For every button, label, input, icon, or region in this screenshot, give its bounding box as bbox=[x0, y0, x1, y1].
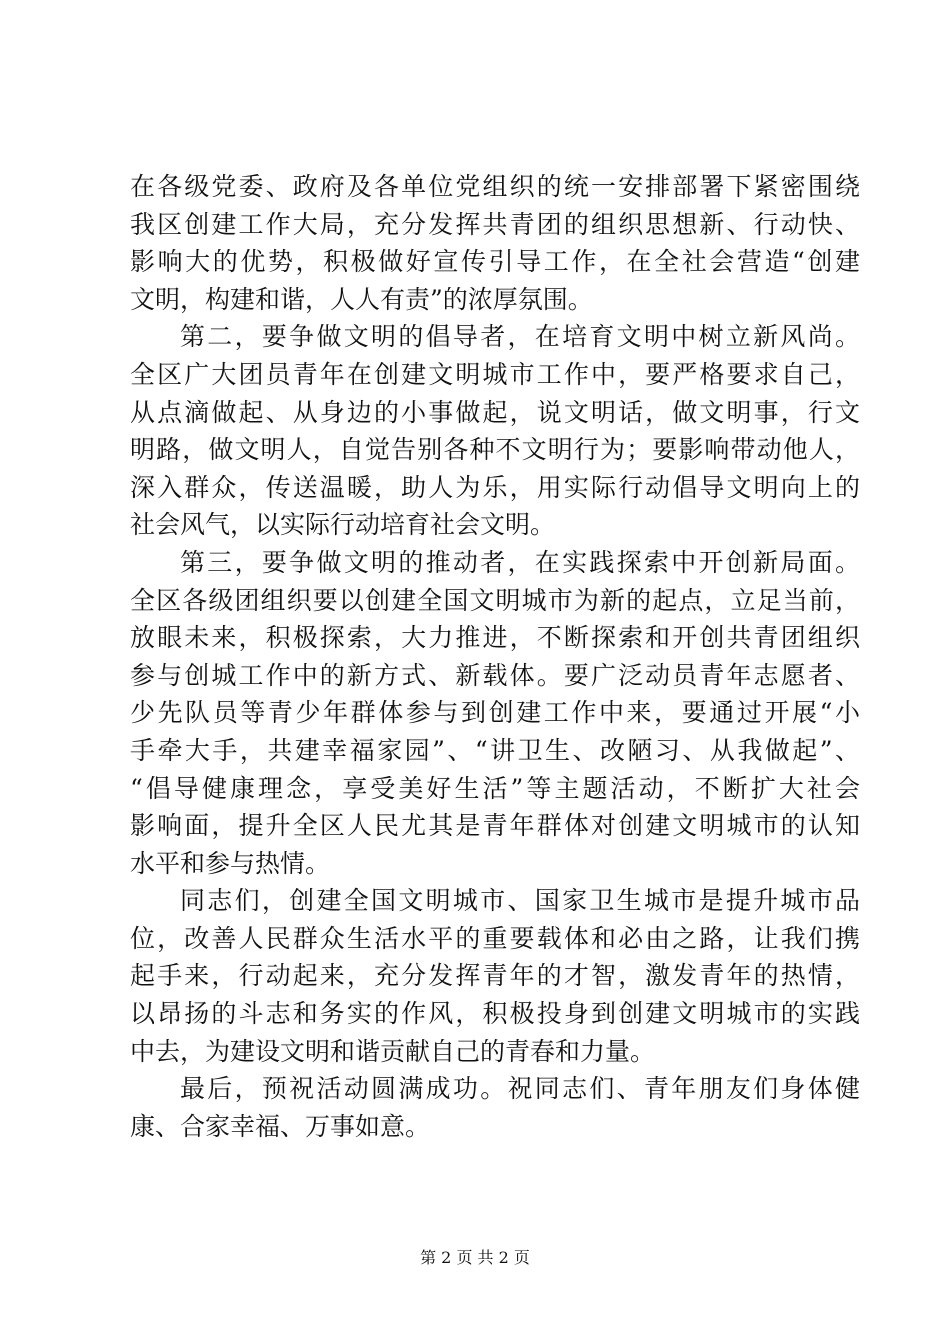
body-line: 全区各级团组织要以创建全国文明城市为新的起点，立足当前， bbox=[130, 585, 860, 615]
body-line: 影响面，提升全区人民尤其是青年群体对创建文明城市的认知 bbox=[130, 811, 860, 841]
body-line: 康、合家幸福、万事如意。 bbox=[130, 1111, 431, 1141]
body-line: 同志们，创建全国文明城市、国家卫生城市是提升城市品 bbox=[180, 886, 860, 916]
body-line: 第二，要争做文明的倡导者，在培育文明中树立新风尚。 bbox=[180, 322, 860, 352]
body-line: 位，改善人民群众生活水平的重要载体和必由之路，让我们携 bbox=[130, 923, 860, 953]
body-line: 社会风气，以实际行动培育社会文明。 bbox=[130, 510, 556, 540]
body-line: 在各级党委、政府及各单位党组织的统一安排部署下紧密围绕 bbox=[130, 172, 860, 201]
body-line: 深入群众，传送温暖，助人为乐，用实际行动倡导文明向上的 bbox=[130, 472, 860, 502]
body-line: 我区创建工作大局，充分发挥共青团的组织思想新、行动快、 bbox=[130, 209, 860, 239]
body-line: “倡导健康理念，享受美好生活”等主题活动，不断扩大社会 bbox=[130, 773, 860, 803]
body-line: 少先队员等青少年群体参与到创建工作中来，要通过开展“小 bbox=[130, 698, 860, 728]
body-line: 从点滴做起、从身边的小事做起，说文明话，做文明事，行文 bbox=[130, 397, 860, 427]
body-line: 最后，预祝活动圆满成功。祝同志们、青年朋友们身体健 bbox=[180, 1074, 860, 1104]
page-number-footer: 第 2 页 共 2 页 bbox=[420, 1248, 530, 1267]
body-line: 参与创城工作中的新方式、新载体。要广泛动员青年志愿者、 bbox=[130, 660, 860, 690]
body-line: 全区广大团员青年在创建文明城市工作中，要严格要求自己， bbox=[130, 359, 860, 389]
body-line: 以昂扬的斗志和务实的作风，积极投身到创建文明城市的实践 bbox=[130, 999, 860, 1029]
body-line: 明路，做文明人，自觉告别各种不文明行为；要影响带动他人， bbox=[130, 435, 860, 465]
body-line: 起手来，行动起来，充分发挥青年的才智，激发青年的热情， bbox=[130, 961, 860, 991]
body-line: 第三，要争做文明的推动者，在实践探索中开创新局面。 bbox=[180, 547, 860, 577]
body-line: 文明，构建和谐，人人有责”的浓厚氛围。 bbox=[130, 284, 593, 314]
document-body bbox=[130, 168, 860, 1145]
body-line: 放眼未来，积极探索，大力推进，不断探索和开创共青团组织 bbox=[130, 623, 860, 653]
body-line: 水平和参与热情。 bbox=[130, 848, 331, 878]
body-line: 中去，为建设文明和谐贡献自己的青春和力量。 bbox=[130, 1036, 656, 1066]
body-line: 手牵大手，共建幸福家园”、“讲卫生、改陋习、从我做起”、 bbox=[130, 735, 860, 765]
body-line: 影响大的优势，积极做好宣传引导工作，在全社会营造“创建 bbox=[130, 247, 860, 277]
